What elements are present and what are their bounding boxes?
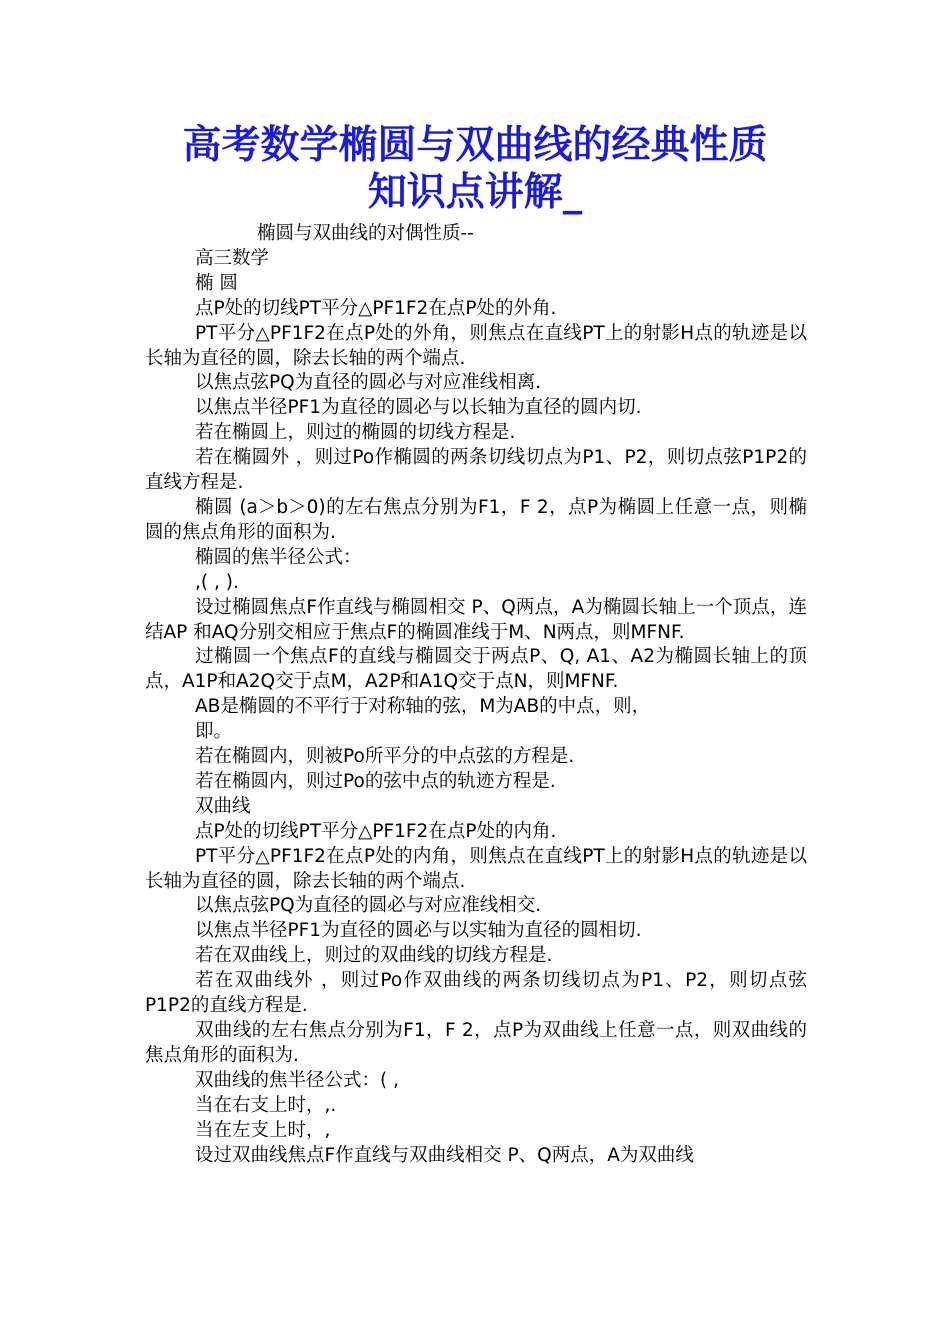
document-subtitle: 椭圆与双曲线的对偶性质-- bbox=[257, 223, 474, 244]
paragraph: AB是椭圆的不平行于对称轴的弦，M为AB的中点，则， bbox=[195, 696, 651, 718]
paragraph: 当在右支上时，,. bbox=[195, 1094, 337, 1116]
paragraph: 即。 bbox=[195, 721, 233, 743]
paragraph: 椭圆的焦半径公式： bbox=[195, 546, 362, 568]
document-title bbox=[0, 122, 950, 216]
paragraph: PT平分△PF1F2在点P处的外角，则焦点在直线PT上的射影H点的轨迹是以长轴为直径的圆，除去长轴的两个端点. bbox=[145, 322, 807, 369]
paragraph: PT平分△PF1F2在点P处的内角，则焦点在直线PT上的射影H点的轨迹是以长轴为直径的圆，除去长轴的两个端点. bbox=[145, 845, 807, 892]
paragraph: 以焦点弦PQ为直径的圆必与对应准线相离. bbox=[195, 372, 542, 394]
paragraph: 若在椭圆外 ，则过Po作椭圆的两条切线切点为P1、P2，则切点弦P1P2的直线方程是. bbox=[145, 447, 807, 494]
paragraph: 双曲线的焦半径公式：( , bbox=[195, 1069, 399, 1091]
paragraph: 若在椭圆内，则被Po所平分的中点弦的方程是. bbox=[195, 746, 575, 768]
paragraph: 若在椭圆上，则过的椭圆的切线方程是. bbox=[195, 422, 516, 444]
document-title-line-1: 高考数学椭圆与双曲线的经典性质 bbox=[182, 122, 768, 168]
paragraph: 当在左支上时，, bbox=[195, 1119, 331, 1141]
section-heading-ellipse: 椭 圆 bbox=[195, 272, 238, 294]
paragraph: ,( , ). bbox=[195, 571, 239, 593]
section-heading-hyperbola: 双曲线 bbox=[195, 795, 251, 817]
paragraph: 双曲线的左右焦点分别为F1，F 2，点P为双曲线上任意一点，则双曲线的焦点角形的面积为. bbox=[145, 1020, 807, 1066]
paragraph: 点P处的切线PT平分△PF1F2在点P处的内角. bbox=[195, 820, 557, 842]
paragraph: 过椭圆一个焦点F的直线与椭圆交于两点P、Q, A1、A2为椭圆长轴上的顶点，A1P和A2Q交于点M，A2P和A1Q交于点N，则MFNF. bbox=[145, 646, 807, 693]
paragraph: 点P处的切线PT平分△PF1F2在点P处的外角. bbox=[195, 297, 557, 319]
paragraph: 若在双曲线上，则过的双曲线的切线方程是. bbox=[195, 945, 553, 967]
document-body bbox=[145, 222, 807, 1168]
document-title-line-2: 知识点讲解_ bbox=[367, 169, 583, 215]
paragraph: 若在双曲线外 ，则过Po作双曲线的两条切线切点为P1、P2，则切点弦P1P2的直线方程是. bbox=[145, 970, 807, 1017]
paragraph: 以焦点弦PQ为直径的圆必与对应准线相交. bbox=[195, 895, 542, 917]
paragraph: 设过双曲线焦点F作直线与双曲线相交 P、Q两点，A为双曲线 bbox=[195, 1144, 694, 1166]
paragraph: 以焦点半径PF1为直径的圆必与以长轴为直径的圆内切. bbox=[195, 397, 642, 419]
paragraph: 以焦点半径PF1为直径的圆必与以实轴为直径的圆相切. bbox=[195, 920, 642, 942]
paragraph: 若在椭圆内，则过Po的弦中点的轨迹方程是. bbox=[195, 770, 556, 792]
paragraph: 椭圆 (a＞b＞0)的左右焦点分别为F1，F 2，点P为椭圆上任意一点，则椭圆的焦点角形的面积为. bbox=[145, 496, 807, 543]
paragraph: 高三数学 bbox=[195, 247, 270, 269]
paragraph: 设过椭圆焦点F作直线与椭圆相交 P、Q两点，A为椭圆长轴上一个顶点，连结AP 和AQ分别交相应于焦点F的椭圆准线于M、N两点，则MFNF. bbox=[145, 596, 807, 643]
